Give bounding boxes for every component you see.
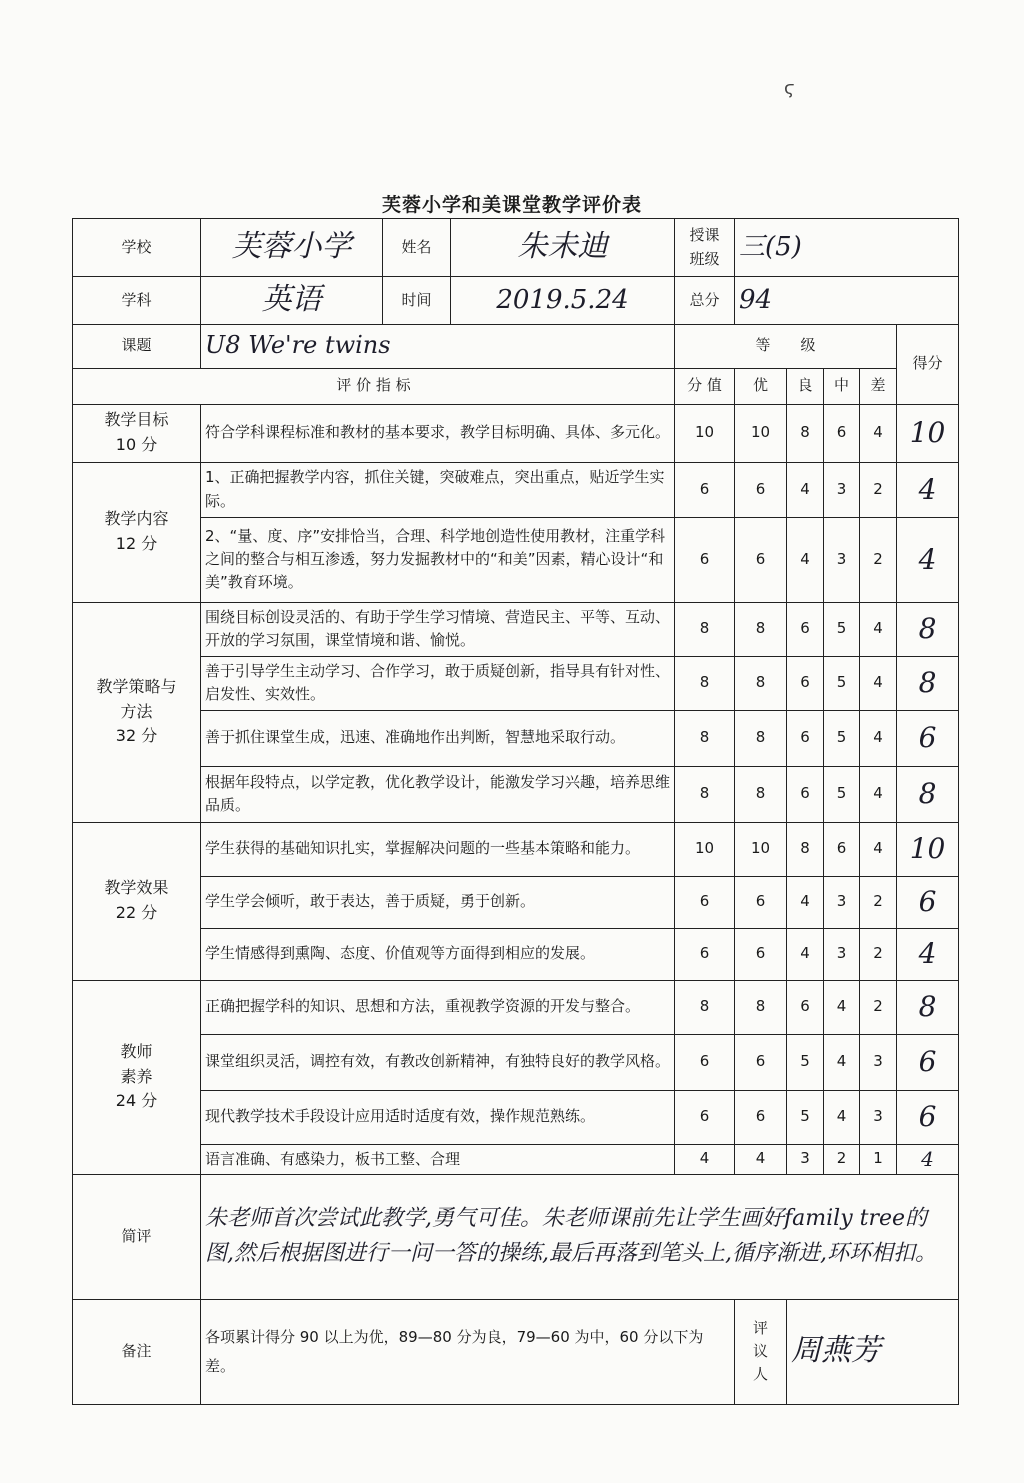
- category-points: 12 分: [115, 534, 158, 553]
- criteria-row: [73, 404, 959, 462]
- indicator-text: 语言准确、有感染力，板书工整、合理: [201, 1144, 675, 1174]
- good-value: 8: [787, 404, 824, 462]
- good-value: 6: [787, 602, 824, 656]
- category-teaching-strategy: [73, 602, 201, 822]
- medium-value: 3: [824, 517, 860, 602]
- excellent-value: 8: [735, 710, 787, 766]
- criteria-row: [73, 928, 959, 980]
- poor-value: 2: [860, 928, 897, 980]
- criteria-row: [73, 602, 959, 656]
- name-value: 朱未迪: [451, 219, 675, 277]
- good-value: 6: [787, 656, 824, 710]
- score-value: 6: [897, 1034, 959, 1090]
- good-value: 4: [787, 462, 824, 517]
- time-value: 2019.5.24: [451, 277, 675, 325]
- score-label: 得分: [897, 324, 959, 404]
- criteria-row: [73, 822, 959, 876]
- poor-value: 4: [860, 404, 897, 462]
- class-label-line-1: 授课: [689, 226, 720, 245]
- good-value: 4: [787, 876, 824, 928]
- excellent-value: 6: [735, 517, 787, 602]
- poor-value: 4: [860, 822, 897, 876]
- points-value: 10: [675, 822, 735, 876]
- points-value: 8: [675, 710, 735, 766]
- time-label: 时间: [383, 277, 451, 325]
- class-value: 三(5): [735, 219, 959, 277]
- class-label-line-2: 班级: [689, 249, 720, 268]
- topic-value: U8 We're twins: [201, 324, 675, 368]
- corner-mark: ϛ: [784, 78, 795, 99]
- total-label: 总分: [675, 277, 735, 325]
- indicator-text: 善于抓住课堂生成，迅速、准确地作出判断，智慧地采取行动。: [201, 710, 675, 766]
- category-points: 24 分: [115, 1091, 158, 1111]
- category-points: 32 分: [115, 726, 158, 746]
- score-value: 8: [897, 602, 959, 656]
- excellent-value: 6: [735, 876, 787, 928]
- good-value: 5: [787, 1090, 824, 1144]
- indicator-text: 学生学会倾听，敢于表达，善于质疑，勇于创新。: [201, 876, 675, 928]
- poor-value: 2: [860, 876, 897, 928]
- points-value: 8: [675, 602, 735, 656]
- category-teaching-effect: [73, 822, 201, 980]
- medium-value: 2: [824, 1144, 860, 1174]
- criteria-row: [73, 1034, 959, 1090]
- score-value: 10: [897, 822, 959, 876]
- excellent-label: 优: [735, 368, 787, 404]
- category-points: 10 分: [115, 435, 158, 454]
- criteria-row: [73, 710, 959, 766]
- medium-value: 4: [824, 1034, 860, 1090]
- medium-value: 5: [824, 710, 860, 766]
- good-value: 4: [787, 928, 824, 980]
- good-value: 8: [787, 822, 824, 876]
- poor-value: 2: [860, 980, 897, 1034]
- indicator-text: 正确把握学科的知识、思想和方法，重视教学资源的开发与整合。: [201, 980, 675, 1034]
- grade-label: 等 级: [675, 324, 897, 368]
- points-value: 6: [675, 517, 735, 602]
- name-label: 姓名: [383, 219, 451, 277]
- comment-label: 简评: [73, 1174, 201, 1299]
- medium-value: 6: [824, 822, 860, 876]
- score-value: 4: [897, 928, 959, 980]
- score-value: 4: [897, 462, 959, 517]
- excellent-value: 10: [735, 822, 787, 876]
- points-label: 分 值: [675, 368, 735, 404]
- excellent-value: 6: [735, 462, 787, 517]
- poor-value: 2: [860, 462, 897, 517]
- category-teaching-content: [73, 462, 201, 602]
- category-subtitle: 方法: [120, 701, 153, 721]
- score-value: 6: [897, 710, 959, 766]
- medium-value: 4: [824, 980, 860, 1034]
- good-value: 6: [787, 980, 824, 1034]
- category-title: 教学效果: [104, 878, 169, 898]
- points-value: 6: [675, 462, 735, 517]
- poor-value: 4: [860, 602, 897, 656]
- school-value: 芙蓉小学: [201, 219, 383, 277]
- excellent-value: 6: [735, 1034, 787, 1090]
- excellent-value: 4: [735, 1144, 787, 1174]
- excellent-value: 8: [735, 656, 787, 710]
- poor-value: 1: [860, 1144, 897, 1174]
- points-value: 6: [675, 1034, 735, 1090]
- points-value: 8: [675, 980, 735, 1034]
- excellent-value: 6: [735, 928, 787, 980]
- excellent-value: 6: [735, 1090, 787, 1144]
- score-value: 8: [897, 766, 959, 822]
- score-value: 8: [897, 980, 959, 1034]
- medium-label: 中: [824, 368, 860, 404]
- medium-value: 5: [824, 656, 860, 710]
- indicator-text: 学生情感得到熏陶、态度、价值观等方面得到相应的发展。: [201, 928, 675, 980]
- medium-value: 6: [824, 404, 860, 462]
- good-value: 6: [787, 766, 824, 822]
- criteria-row: [73, 517, 959, 602]
- reviewer-label-3: 人: [752, 1365, 768, 1384]
- indicator-text: 根据年段特点，以学定教，优化教学设计，能激发学习兴趣，培养思维品质。: [201, 766, 675, 822]
- total-value: 94: [735, 277, 959, 325]
- category-title: 教学内容: [104, 509, 169, 529]
- score-value: 4: [897, 1144, 959, 1174]
- criteria-row: [73, 980, 959, 1034]
- good-value: 3: [787, 1144, 824, 1174]
- points-value: 8: [675, 766, 735, 822]
- score-value: 6: [897, 1090, 959, 1144]
- score-value: 6: [897, 876, 959, 928]
- category-title: 教学目标: [104, 410, 169, 430]
- excellent-value: 8: [735, 980, 787, 1034]
- category-teacher-quality: [73, 980, 201, 1174]
- poor-value: 4: [860, 656, 897, 710]
- topic-label: 课题: [73, 324, 201, 368]
- indicator-label: 评 价 指 标: [73, 368, 675, 404]
- form-title: 芙蓉小学和美课堂教学评价表: [381, 194, 642, 216]
- reviewer-label-2: 议: [752, 1341, 768, 1360]
- indicator-text: 围绕目标创设灵活的、有助于学生学习情境、营造民主、平等、互动、开放的学习氛围，课堂情境和谐、愉悦。: [201, 602, 675, 656]
- poor-value: 4: [860, 710, 897, 766]
- indicator-text: 现代教学技术手段设计应用适时适度有效，操作规范熟练。: [201, 1090, 675, 1144]
- poor-value: 2: [860, 517, 897, 602]
- medium-value: 3: [824, 876, 860, 928]
- category-teaching-goals: [73, 404, 201, 462]
- indicator-text: 2、“量、度、序”安排恰当，合理、科学地创造性使用教材，注重学科之间的整合与相互渗透，努力发掘教材中的“和美”因素，精心设计“和美”教育环境。: [201, 517, 675, 602]
- evaluation-table: [72, 218, 959, 1405]
- school-label: 学校: [73, 219, 201, 277]
- excellent-value: 10: [735, 404, 787, 462]
- criteria-row: [73, 766, 959, 822]
- indicator-text: 1、正确把握教学内容，抓住关键，突破难点，突出重点，贴近学生实际。: [201, 462, 675, 517]
- subject-label: 学科: [73, 277, 201, 325]
- score-value: 8: [897, 656, 959, 710]
- medium-value: 3: [824, 462, 860, 517]
- criteria-row: [73, 876, 959, 928]
- points-value: 4: [675, 1144, 735, 1174]
- good-label: 良: [787, 368, 824, 404]
- category-title: 教学策略与: [96, 676, 177, 696]
- points-value: 10: [675, 404, 735, 462]
- medium-value: 5: [824, 602, 860, 656]
- score-value: 10: [897, 404, 959, 462]
- category-points: 22 分: [115, 903, 158, 922]
- good-value: 6: [787, 710, 824, 766]
- class-label: [675, 219, 735, 277]
- poor-label: 差: [860, 368, 897, 404]
- note-text: 各项累计得分 90 以上为优，89—80 分为良，79—60 为中，60 分以下为差。: [201, 1299, 735, 1404]
- excellent-value: 8: [735, 602, 787, 656]
- poor-value: 4: [860, 766, 897, 822]
- medium-value: 5: [824, 766, 860, 822]
- medium-value: 4: [824, 1090, 860, 1144]
- reviewer-label: [735, 1299, 787, 1404]
- poor-value: 3: [860, 1034, 897, 1090]
- poor-value: 3: [860, 1090, 897, 1144]
- indicator-text: 善于引导学生主动学习、合作学习，敢于质疑创新，指导具有针对性、启发性、实效性。: [201, 656, 675, 710]
- comment-text: 朱老师首次尝试此教学,勇气可佳。朱老师课前先让学生画好family tree的图,然后根据图进行一问一答的操练,最后再落到笔头上,循序渐进,环环相扣。: [201, 1174, 959, 1299]
- points-value: 6: [675, 1090, 735, 1144]
- good-value: 4: [787, 517, 824, 602]
- indicator-text: 符合学科课程标准和教材的基本要求，教学目标明确、具体、多元化。: [201, 404, 675, 462]
- medium-value: 3: [824, 928, 860, 980]
- indicator-text: 课堂组织灵活，调控有效，有教改创新精神，有独特良好的教学风格。: [201, 1034, 675, 1090]
- criteria-row: [73, 462, 959, 517]
- score-value: 4: [897, 517, 959, 602]
- reviewer-signature: 周燕芳: [787, 1299, 959, 1404]
- points-value: 6: [675, 876, 735, 928]
- criteria-row: [73, 1144, 959, 1174]
- criteria-row: [73, 1090, 959, 1144]
- good-value: 5: [787, 1034, 824, 1090]
- points-value: 8: [675, 656, 735, 710]
- note-label: 备注: [73, 1299, 201, 1404]
- indicator-text: 学生获得的基础知识扎实，掌握解决问题的一些基本策略和能力。: [201, 822, 675, 876]
- subject-value: 英语: [201, 277, 383, 325]
- criteria-row: [73, 656, 959, 710]
- reviewer-label-1: 评: [752, 1318, 768, 1337]
- excellent-value: 8: [735, 766, 787, 822]
- category-subtitle: 素养: [120, 1066, 153, 1086]
- points-value: 6: [675, 928, 735, 980]
- category-title: 教师: [120, 1041, 153, 1061]
